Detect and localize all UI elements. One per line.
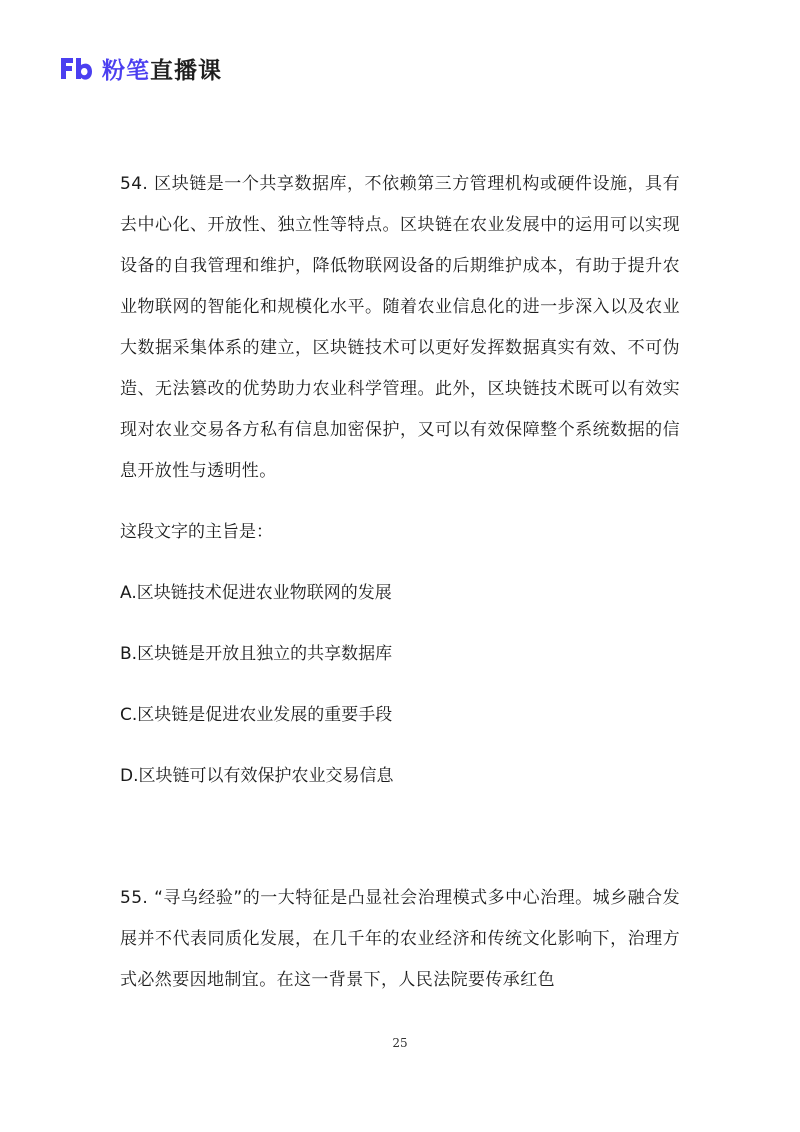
option-d: D.区块链可以有效保护农业交易信息 bbox=[120, 766, 394, 786]
brand-name bbox=[102, 52, 222, 85]
question-54-prompt: 这段文字的主旨是： bbox=[120, 522, 273, 542]
page-header bbox=[58, 52, 222, 84]
question-54-stem: 54. 区块链是一个共享数据库，不依赖第三方管理机构或硬件设施，具有去中心化、开放性、独立性等特点。区块链在农业发展中的运用可以实现设备的自我管理和维护，降低物联网设备的后期维护成本，有助于提升农业物联网的智能化和规模化水平。随着农业信息化的进一步深入以及农业大数据采集体系的建立，区块链技术可以更好发挥数据真实有效、不可伪造、无法篡改的优势助力农业科学管理。此外，区块链技术既可以有效实现对农业交易各方私有信息加密保护，又可以有效保障整个系统数据的信息开放性与透明性。 bbox=[120, 174, 680, 481]
brand-primary: 粉笔 bbox=[102, 57, 150, 84]
question-55-stem: 55. “寻乌经验”的一大特征是凸显社会治理模式多中心治理。城乡融合发展并不代表同质化发展，在几千年的农业经济和传统文化影响下，治理方式必然要因地制宜。在这一背景下，人民法院要传承红色 bbox=[120, 888, 680, 990]
option-a: A.区块链技术促进农业物联网的发展 bbox=[120, 583, 392, 603]
document-body bbox=[120, 164, 680, 1001]
question-54-options bbox=[120, 573, 680, 797]
option-c: C.区块链是促进农业发展的重要手段 bbox=[120, 705, 393, 725]
fb-logo-icon bbox=[58, 54, 94, 82]
option-b: B.区块链是开放且独立的共享数据库 bbox=[120, 644, 393, 664]
brand-secondary: 直播课 bbox=[150, 57, 222, 84]
page-number: 25 bbox=[392, 1036, 408, 1050]
